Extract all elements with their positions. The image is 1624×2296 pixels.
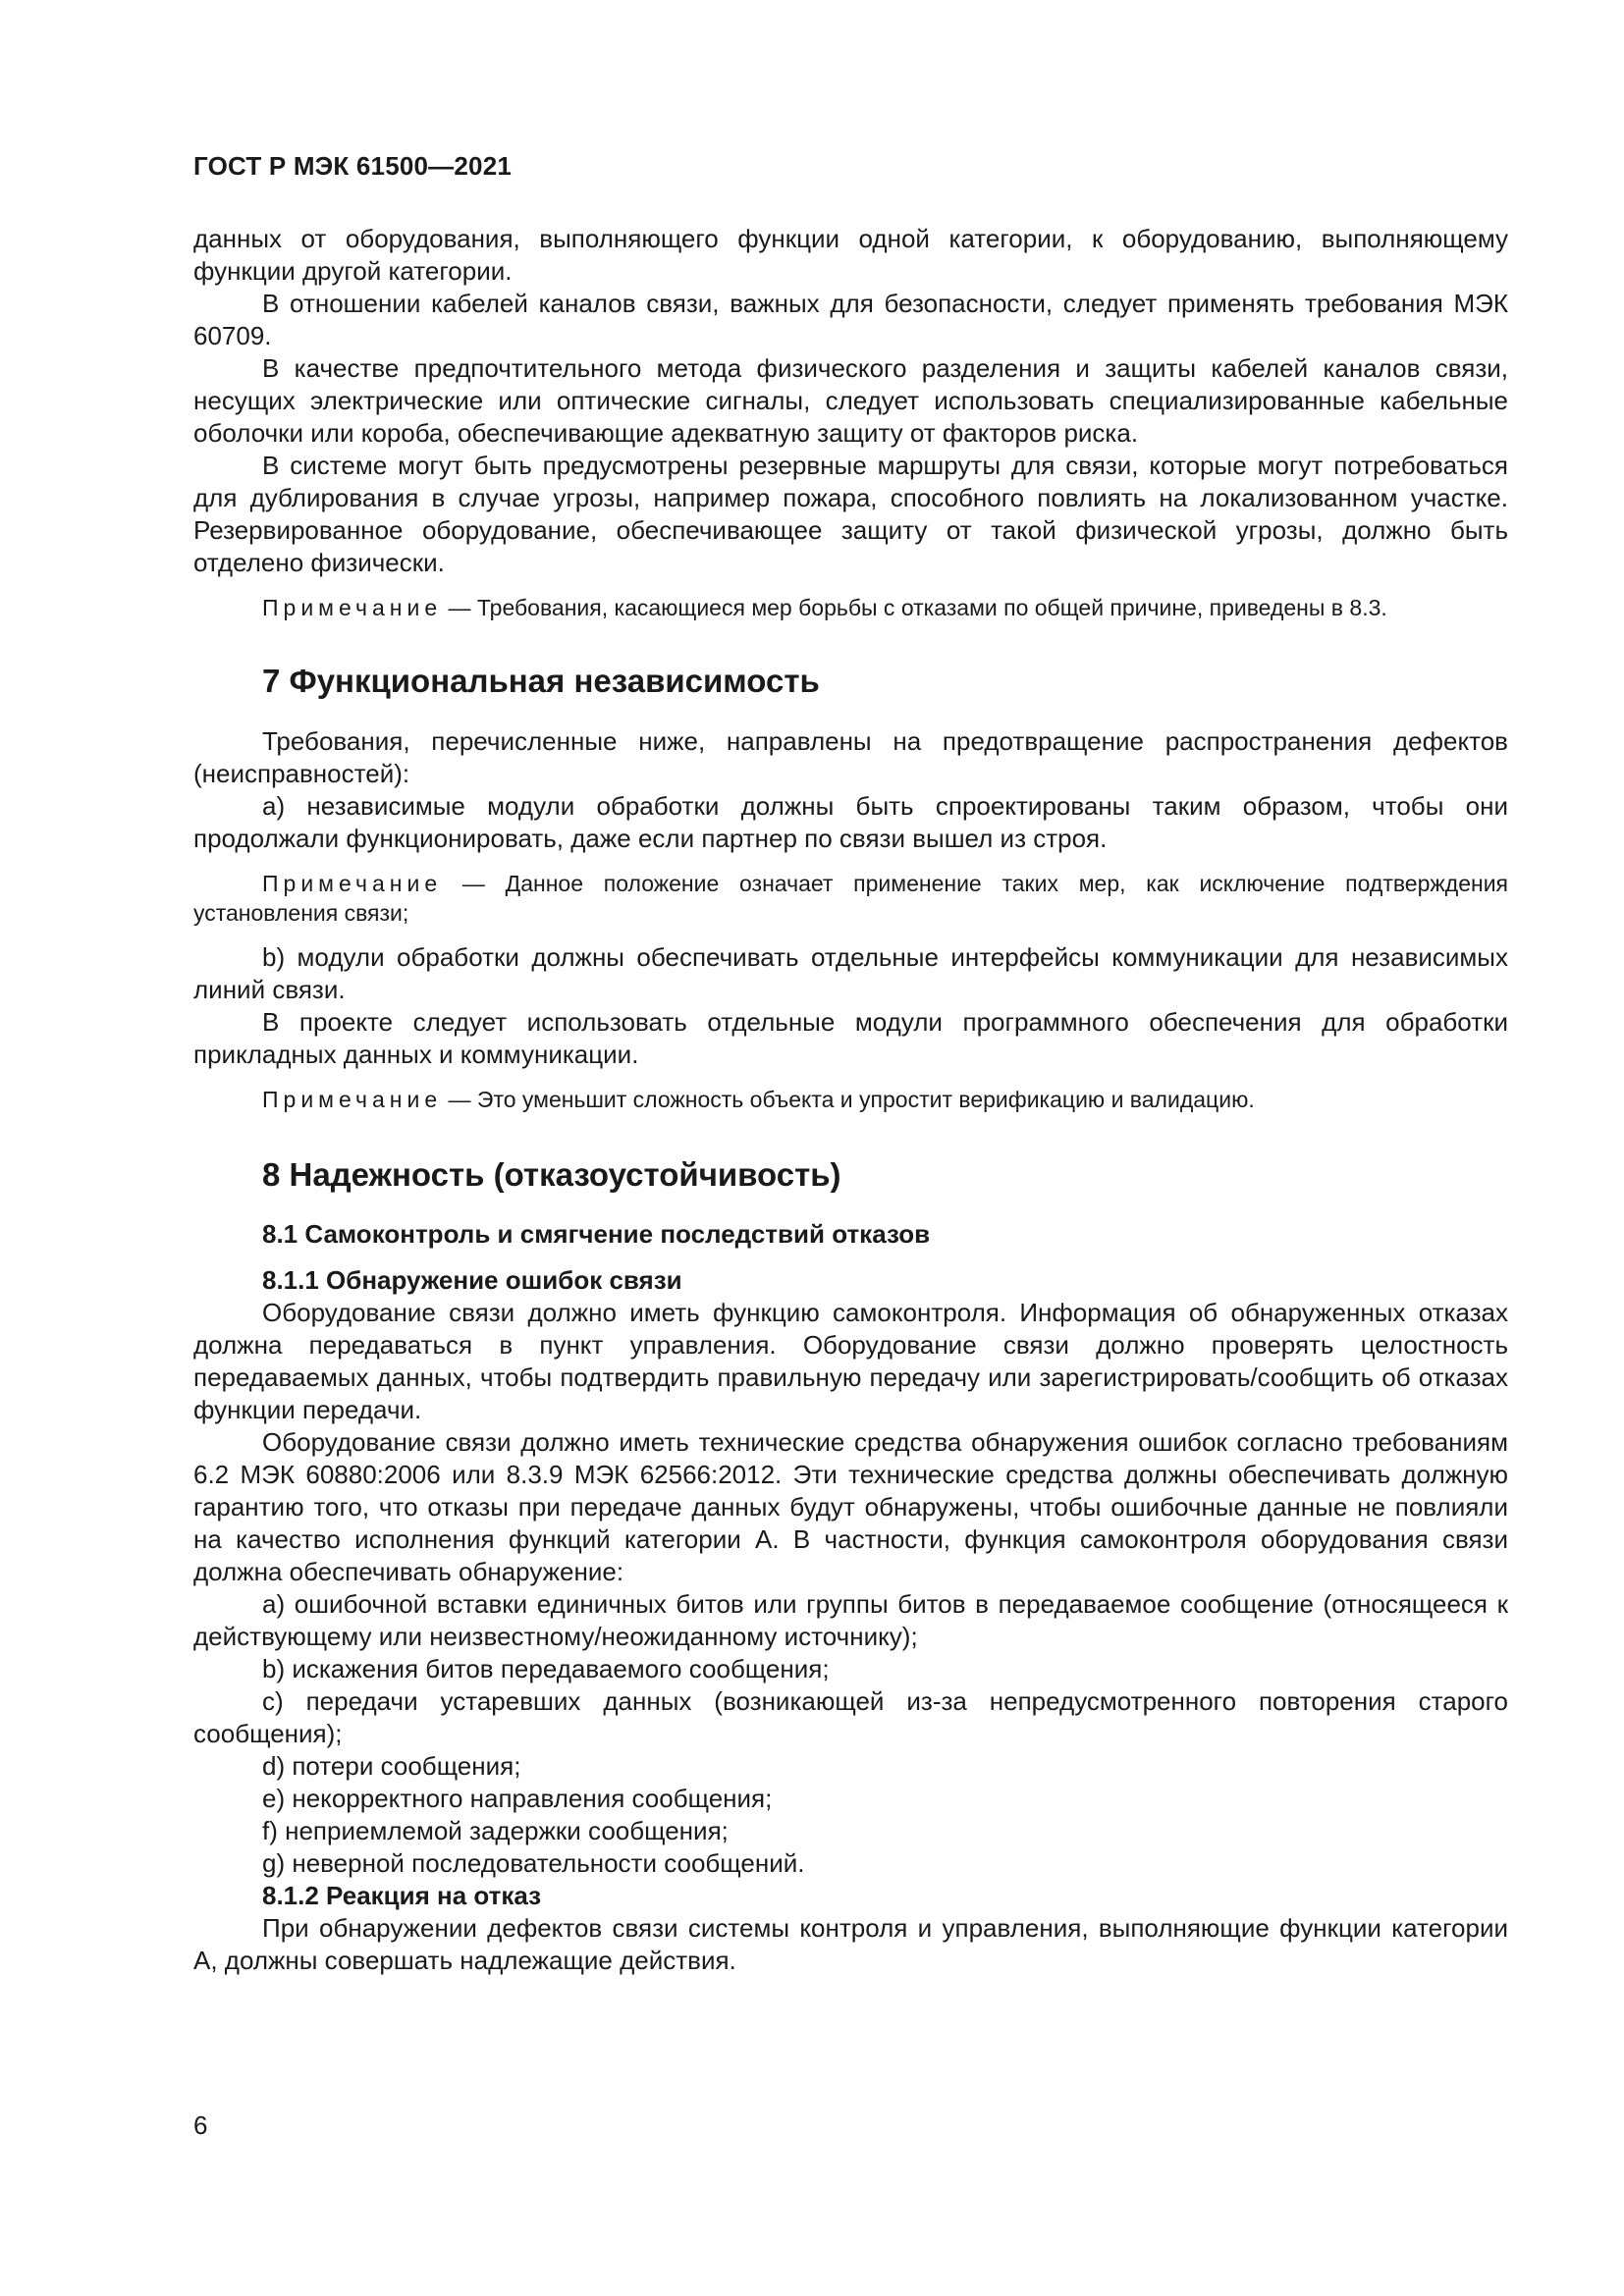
paragraph: В отношении кабелей каналов связи, важных для безопасности, следует применять требования МЭК 60709. [193, 289, 1508, 350]
note-label: Примечание [262, 595, 443, 620]
document-header: ГОСТ Р МЭК 61500—2021 [193, 151, 513, 181]
list-item: g) неверной последовательности сообщений. [262, 1848, 805, 1878]
note-label: Примечание [262, 1087, 443, 1112]
note-text: — Это уменьшит сложность объекта и упростит верификацию и валидацию. [442, 1087, 1255, 1112]
paragraph: Требования, перечисленные ниже, направлены на предотвращение распространения дефектов (неисправностей): [193, 726, 1508, 788]
list-item: b) модули обработки должны обеспечивать отдельные интерфейсы коммуникации для независимых линий связи. [193, 942, 1508, 1004]
paragraph: В качестве предпочтительного метода физического разделения и защиты кабелей каналов связи, несущих электрические или оптические сигналы, следует использовать специализированные кабельные оболочки или короба, обеспечивающие адекватную защиту от факторов риска. [193, 353, 1508, 448]
note-label: Примечание [262, 871, 443, 896]
paragraph: Оборудование связи должно иметь технические средства обнаружения ошибок согласно требованиям 6.2 МЭК 60880:2006 или 8.3.9 МЭК 62566:2012. Эти технические средства должны обеспечивать должную гарантию того, что отказы при передаче данных будут обнаружены, чтобы ошибочные данные не повлияли на качество исполнения функций категории А. В частности, функция самоконтроля оборудования связи должна обеспечивать обнаружение: [193, 1427, 1508, 1586]
paragraph: В проекте следует использовать отдельные модули программного обеспечения для обработки прикладных данных и коммуникации. [193, 1007, 1508, 1069]
list-item: е) некорректного направления сообщения; [262, 1784, 773, 1813]
list-item: b) искажения битов передаваемого сообщения; [262, 1654, 830, 1683]
list-item: а) ошибочной вставки единичных битов или группы битов в передаваемое сообщение (относящееся к действующему или неизвестному/неожиданному источнику); [193, 1589, 1508, 1651]
page-content [193, 223, 1508, 1977]
error-list [193, 1588, 1508, 1880]
note-text: — Данное положение означает применение таких мер, как исключение подтверждения установления связи; [193, 871, 1508, 926]
subsection-8-1-2-heading: 8.1.2 Реакция на отказ [262, 1881, 542, 1910]
note-text: — Требования, касающиеся мер борьбы с отказами по общей причине, приведены в 8.3. [442, 595, 1387, 620]
subsection-8-1-heading: 8.1 Самоконтроль и смягчение последствий отказов [262, 1219, 931, 1249]
note [193, 869, 1508, 928]
note [193, 1085, 1508, 1114]
page-number: 6 [193, 2110, 208, 2140]
paragraph: Оборудование связи должно иметь функцию самоконтроля. Информация об обнаруженных отказах должна передаваться в пункт управления. Оборудование связи должно проверять целостность передаваемых данных, чтобы подтвердить правильную передачу или зарегистрировать/сообщить об отказах функции передачи. [193, 1298, 1508, 1424]
section-7-heading: 7 Функциональная независимость [262, 663, 820, 699]
paragraph: При обнаружении дефектов связи системы контроля и управления, выполняющие функции категории А, должны совершать надлежащие действия. [193, 1913, 1508, 1975]
list-item: с) передачи устаревших данных (возникающей из-за непредусмотренного повторения старого сообщения); [193, 1686, 1508, 1748]
subsection-8-1-1-heading: 8.1.1 Обнаружение ошибок связи [262, 1265, 682, 1295]
list-item: f) неприемлемой задержки сообщения; [262, 1816, 729, 1845]
note [193, 593, 1508, 622]
list-item: d) потери сообщения; [262, 1751, 521, 1781]
section-8-heading: 8 Надежность (отказоустойчивость) [262, 1156, 841, 1193]
paragraph: данных от оборудования, выполняющего функции одной категории, к оборудованию, выполняющему функции другой категории. [193, 224, 1508, 286]
paragraph: В системе могут быть предусмотрены резервные маршруты для связи, которые могут потребоваться для дублирования в случае угрозы, например пожара, способного повлиять на локализованном участке. Резервированное оборудование, обеспечивающее защиту от такой физической угрозы, должно быть отделено физически. [193, 451, 1508, 577]
list-item: а) независимые модули обработки должны быть спроектированы таким образом, чтобы они продолжали функционировать, даже если партнер по связи вышел из строя. [193, 791, 1508, 853]
